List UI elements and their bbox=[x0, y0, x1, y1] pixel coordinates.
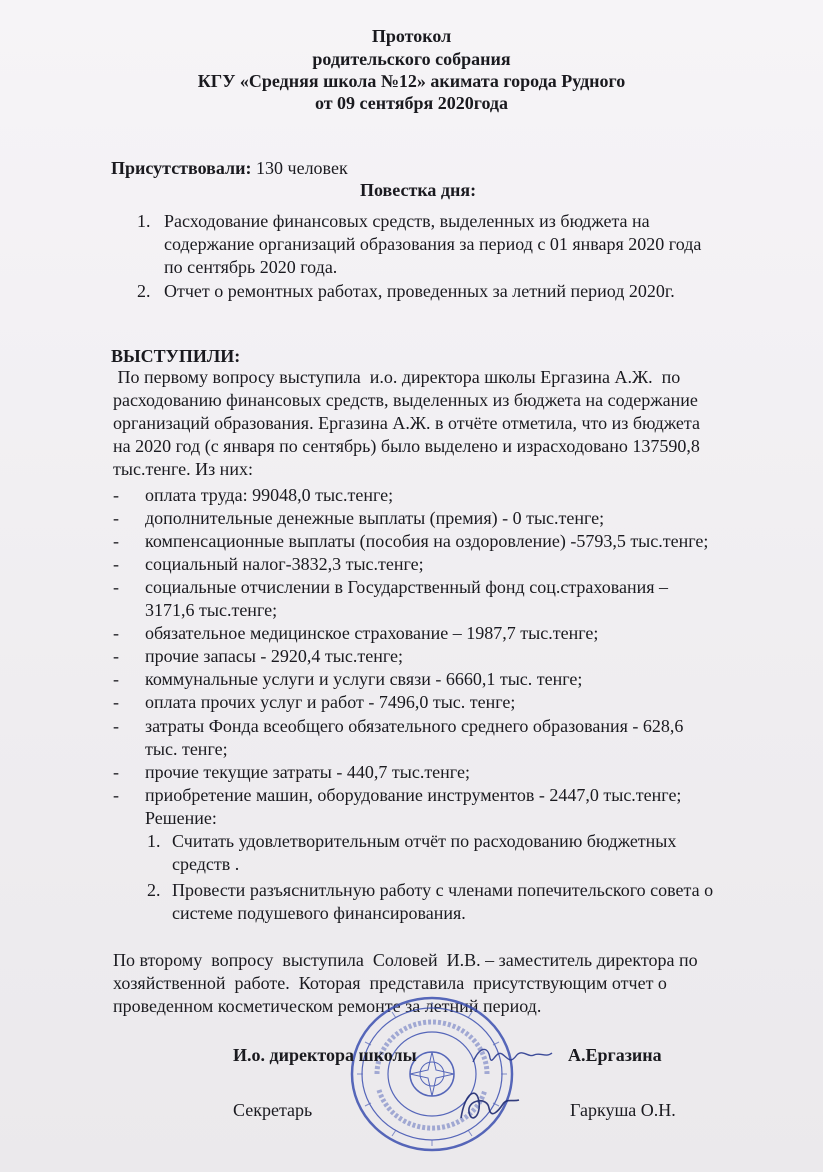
expense-item: затраты Фонда всеобщего обязательного среднего образования - 628,6 bbox=[145, 716, 684, 736]
list-dash: - bbox=[113, 669, 119, 689]
expense-item: оплата прочих услуг и работ - 7496,0 тыс. тенге; bbox=[145, 692, 516, 712]
agenda-item-number: 1. bbox=[137, 211, 151, 231]
expense-item: дополнительные денежные выплаты (премия) - 0 тыс.тенге; bbox=[145, 508, 605, 528]
speech-line: По первому вопросу выступила и.о. директора школы Ергазина А.Ж. по bbox=[113, 367, 681, 387]
list-dash: - bbox=[113, 554, 119, 574]
expense-item: обязательное медицинское страхование – 1987,7 тыс.тенге; bbox=[145, 623, 599, 643]
list-dash: - bbox=[113, 485, 119, 505]
attendance-line bbox=[111, 158, 348, 179]
decision-label: Решение: bbox=[145, 808, 217, 828]
decision-number: 1. bbox=[147, 831, 161, 851]
second-question-line: хозяйственной работе. Которая представила присутствующим отчет о bbox=[113, 973, 667, 993]
expense-item: прочие запасы - 2920,4 тыс.тенге; bbox=[145, 646, 403, 666]
official-seal bbox=[347, 994, 517, 1154]
director-name: А.Ергазина bbox=[568, 1045, 662, 1065]
expense-item: социальный налог-3832,3 тыс.тенге; bbox=[145, 554, 424, 574]
expense-item-cont: 3171,6 тыс.тенге; bbox=[145, 600, 278, 620]
second-question-line: проведенном косметическом ремонте за летний период. bbox=[113, 996, 542, 1016]
list-dash: - bbox=[113, 623, 119, 643]
secretary-title: Секретарь bbox=[233, 1100, 313, 1120]
meeting-date: от 09 сентября 2020года bbox=[314, 93, 509, 113]
decision-line: системе подушевого финансирования. bbox=[172, 903, 466, 923]
agenda-item-line: по сентябрь 2020 года. bbox=[164, 257, 338, 277]
attendance-label: Присутствовали: bbox=[111, 158, 252, 178]
decision-line: средств . bbox=[172, 854, 240, 874]
speech-line: на 2020 год (с января по сентябрь) было выделено и израсходовано 137590,8 bbox=[113, 436, 700, 456]
expense-item: социальные отчислении в Государственный фонд соц.страхования – bbox=[145, 577, 669, 597]
expense-item: коммунальные услуги и услуги связи - 6660,1 тыс. тенге; bbox=[145, 669, 583, 689]
decision-line: Провести разъяснитльную работу с членами попечительского совета о bbox=[172, 880, 714, 900]
secretary-name: Гаркуша О.Н. bbox=[570, 1100, 676, 1120]
agenda-title: Повестка дня: bbox=[360, 180, 477, 200]
list-dash: - bbox=[113, 577, 119, 597]
attendance-value: 130 человек bbox=[256, 158, 348, 178]
expense-item: компенсационные выплаты (пособия на оздоровление) -5793,5 тыс.тенге; bbox=[145, 531, 709, 551]
expense-item: приобретение машин, оборудование инструментов - 2447,0 тыс.тенге; bbox=[145, 785, 682, 805]
director-signature-icon bbox=[470, 1040, 555, 1072]
expense-item-cont: тыс. тенге; bbox=[145, 739, 228, 759]
speech-line: организаций образования. Ергазина А.Ж. в отчёте отметила, что из бюджета bbox=[113, 413, 700, 433]
agenda-item-line: Отчет о ремонтных работах, проведенных за летний период 2020г. bbox=[164, 281, 675, 301]
list-dash: - bbox=[113, 762, 119, 782]
list-dash: - bbox=[113, 785, 119, 805]
list-dash: - bbox=[113, 531, 119, 551]
decision-line: Считать удовлетворительным отчёт по расходованию бюджетных bbox=[172, 831, 677, 851]
secretary-signature-icon bbox=[455, 1082, 525, 1130]
director-title: И.о. директора школы bbox=[233, 1045, 417, 1065]
decision-number: 2. bbox=[147, 880, 161, 900]
expense-item: оплата труда: 99048,0 тыс.тенге; bbox=[145, 485, 394, 505]
speech-line: тыс.тенге. Из них: bbox=[113, 459, 253, 479]
agenda-item-line: Расходование финансовых средств, выделенных из бюджета на bbox=[164, 211, 650, 231]
speech-line: расходованию финансовых средств, выделенных из бюджета на содержание bbox=[113, 390, 698, 410]
doc-subtitle: родительского собрания bbox=[312, 49, 511, 69]
school-name: КГУ «Средняя школа №12» акимата города Рудного bbox=[197, 71, 626, 91]
list-dash: - bbox=[113, 646, 119, 666]
expense-item: прочие текущие затраты - 440,7 тыс.тенге; bbox=[145, 762, 470, 782]
list-dash: - bbox=[113, 508, 119, 528]
speeches-heading: ВЫСТУПИЛИ: bbox=[111, 346, 241, 366]
agenda-item-number: 2. bbox=[137, 281, 151, 301]
list-dash: - bbox=[113, 692, 119, 712]
second-question-line: По второму вопросу выступила Соловей И.В. – заместитель директора по bbox=[113, 950, 698, 970]
agenda-item-line: содержание организаций образования за период с 01 января 2020 года bbox=[164, 234, 702, 254]
list-dash: - bbox=[113, 716, 119, 736]
doc-title: Протокол bbox=[371, 26, 452, 46]
